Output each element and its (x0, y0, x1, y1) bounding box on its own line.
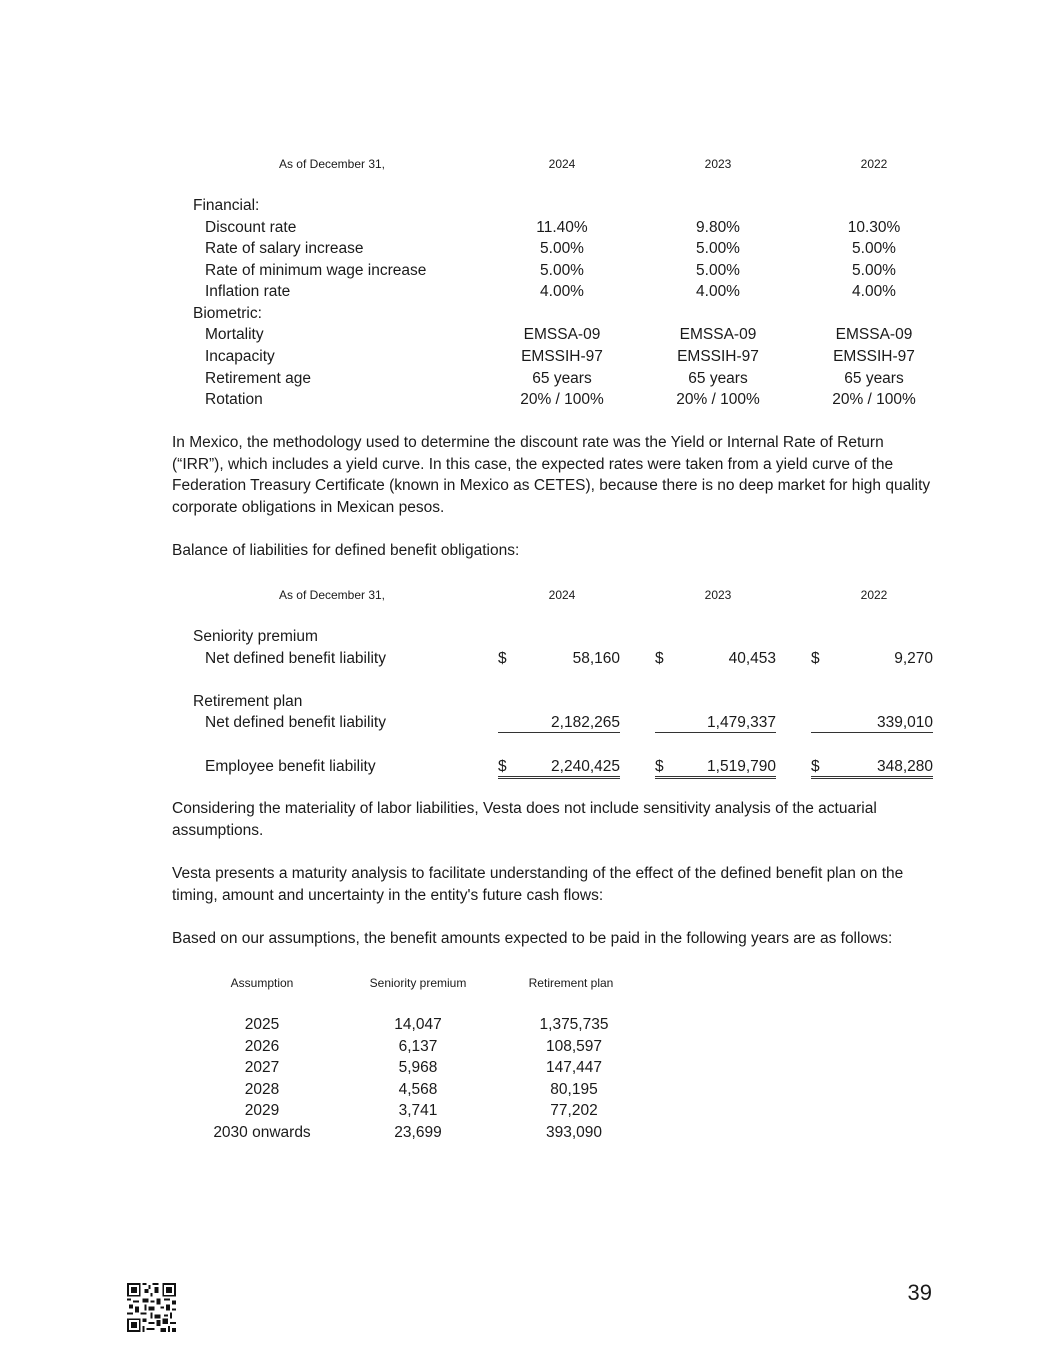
page-number: 39 (907, 1280, 932, 1305)
liabilities-header-year: 2024 (548, 588, 576, 602)
assumption-row-label: Rate of minimum wage increase (205, 262, 427, 279)
assumption-value: 5.00% (696, 262, 740, 279)
expected-payments-paragraph: Based on our assumptions, the benefit amounts expected to be paid in the following years are as follows: (172, 930, 893, 947)
assumption-row-label: Inflation rate (205, 283, 291, 300)
liability-value: 40,453 (728, 650, 776, 667)
maturity-value: 4,568 (398, 1081, 438, 1098)
assumption-row-label: Incapacity (205, 348, 275, 365)
liabilities-header-year: 2022 (860, 588, 888, 602)
biometric-section-label: Biometric: (193, 305, 262, 322)
currency-symbol: $ (655, 758, 664, 775)
total-cell (655, 758, 776, 779)
currency-symbol: $ (498, 650, 507, 667)
assumption-value: 4.00% (852, 283, 896, 300)
assumption-value: EMSSA-09 (835, 326, 913, 343)
currency-symbol: $ (655, 650, 664, 667)
liability-row-label: Net defined benefit liability (205, 650, 386, 667)
assumption-row-label: Mortality (205, 326, 264, 343)
maturity-year: 2027 (244, 1059, 280, 1076)
materiality-paragraph: Considering the materiality of labor liabilities, Vesta does not include sensitivity analysis of the actuarial assumptions. (172, 800, 877, 839)
assumption-value: 5.00% (540, 262, 584, 279)
assumption-value: 5.00% (696, 240, 740, 257)
liabilities-header-year: 2023 (704, 588, 732, 602)
maturity-header: Assumption (230, 976, 294, 990)
discount-rate-paragraph: In Mexico, the methodology used to determine the discount rate was the Yield or Internal Rate of Return (“IRR”), which includes a yield curve. In this case, the expected rates were taken from a yield curve of the Federation Treasury Certificate (known in Mexico as CETES), because there is no deep market for high quality corporate obligations in Mexican pesos. (172, 434, 931, 516)
maturity-header: Retirement plan (528, 976, 614, 990)
maturity-year: 2026 (244, 1038, 280, 1055)
maturity-value: 77,202 (550, 1102, 598, 1119)
maturity-header: Seniority premium (369, 976, 467, 990)
currency-symbol: $ (811, 650, 820, 667)
total-value: 1,519,790 (707, 758, 776, 775)
maturity-paragraph: Vesta presents a maturity analysis to facilitate understanding of the effect of the defined benefit plan on the timing, amount and uncertainty in the entity's future cash flows: (172, 865, 904, 904)
assumption-value: 10.30% (847, 219, 901, 236)
assumption-value: 5.00% (852, 240, 896, 257)
maturity-year: 2028 (244, 1081, 280, 1098)
assumption-value: 65 years (844, 370, 904, 387)
balance-title: Balance of liabilities for defined benefit obligations: (172, 542, 520, 559)
assumption-value: EMSSIH-97 (833, 348, 915, 365)
assumption-value: EMSSA-09 (679, 326, 757, 343)
maturity-value: 393,090 (545, 1124, 603, 1141)
assumption-row-label: Retirement age (205, 370, 311, 387)
assumption-row-label: Rate of salary increase (205, 240, 364, 257)
currency-symbol: $ (498, 758, 507, 775)
liability-value: 2,182,265 (498, 714, 620, 733)
liability-value: 58,160 (572, 650, 620, 667)
retirement-plan-label: Retirement plan (193, 693, 303, 710)
maturity-value: 6,137 (398, 1038, 438, 1055)
maturity-value: 80,195 (550, 1081, 598, 1098)
total-value: 2,240,425 (551, 758, 620, 775)
assumption-value: EMSSIH-97 (521, 348, 603, 365)
qr-code-icon (127, 1283, 176, 1332)
maturity-year: 2030 onwards (213, 1124, 311, 1141)
assumption-value: 20% / 100% (520, 391, 604, 408)
liability-value: 1,479,337 (655, 714, 776, 733)
assumption-value: 20% / 100% (676, 391, 760, 408)
assumption-row-label: Discount rate (205, 219, 297, 236)
total-value: 348,280 (876, 758, 933, 775)
assumption-value: 5.00% (852, 262, 896, 279)
assumption-value: EMSSIH-97 (677, 348, 759, 365)
assumptions-header-year: 2022 (860, 157, 888, 171)
maturity-value: 147,447 (545, 1059, 603, 1076)
assumption-value: 9.80% (696, 219, 740, 236)
currency-symbol: $ (811, 758, 820, 775)
maturity-value: 14,047 (394, 1016, 442, 1033)
maturity-year: 2029 (244, 1102, 280, 1119)
assumption-value: 11.40% (536, 219, 588, 236)
total-row-label: Employee benefit liability (205, 758, 376, 775)
assumptions-header-label: As of December 31, (278, 157, 386, 171)
maturity-value: 3,741 (398, 1102, 438, 1119)
total-cell (811, 758, 933, 779)
assumption-row-label: Rotation (205, 391, 263, 408)
liability-value: 9,270 (894, 650, 933, 667)
assumption-value: EMSSA-09 (523, 326, 601, 343)
maturity-value: 108,597 (545, 1038, 603, 1055)
liability-row-label: Net defined benefit liability (205, 714, 386, 731)
assumption-value: 4.00% (540, 283, 584, 300)
total-cell (498, 758, 620, 779)
assumption-value: 20% / 100% (832, 391, 916, 408)
seniority-premium-label: Seniority premium (193, 628, 318, 645)
assumption-value: 65 years (688, 370, 748, 387)
assumptions-header-year: 2023 (704, 157, 732, 171)
assumption-value: 65 years (532, 370, 592, 387)
financial-section-label: Financial: (193, 197, 260, 214)
liabilities-header-label: As of December 31, (278, 588, 386, 602)
assumption-value: 5.00% (540, 240, 584, 257)
assumptions-header-year: 2024 (548, 157, 576, 171)
maturity-value: 23,699 (394, 1124, 442, 1141)
maturity-year: 2025 (244, 1016, 280, 1033)
maturity-value: 5,968 (398, 1059, 438, 1076)
maturity-value: 1,375,735 (539, 1016, 609, 1033)
assumption-value: 4.00% (696, 283, 740, 300)
liability-value: 339,010 (811, 714, 933, 733)
